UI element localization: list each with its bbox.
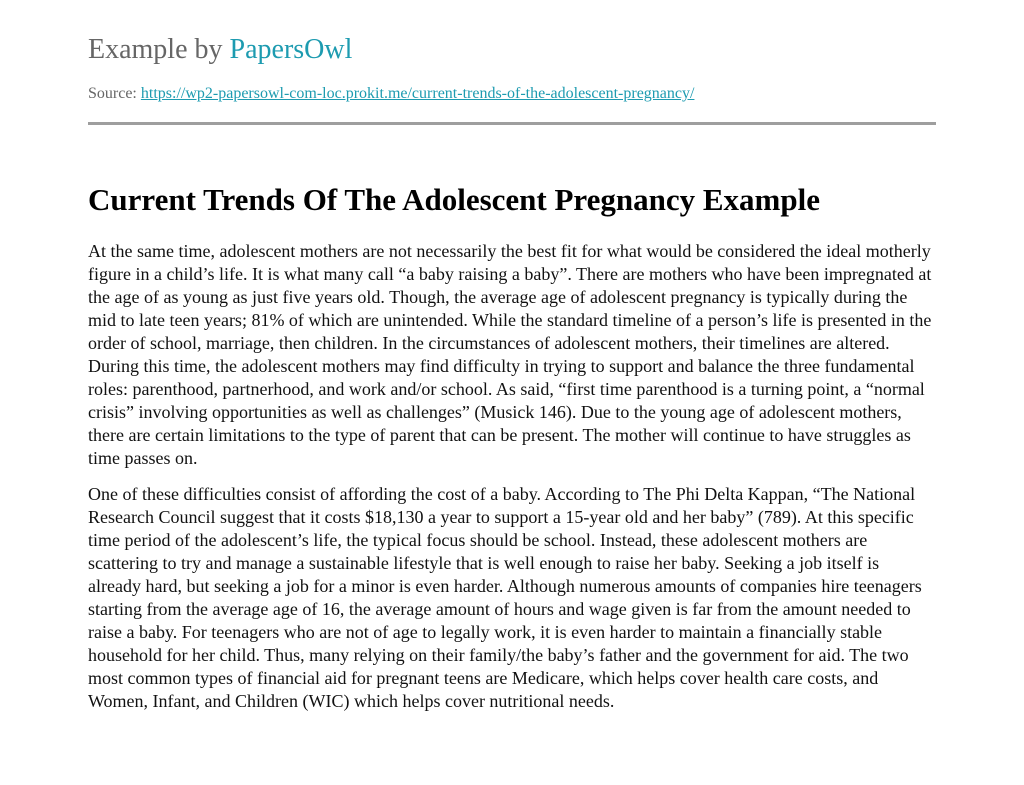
- source-label: Source:: [88, 85, 141, 102]
- source-link[interactable]: https://wp2-papersowl-com-loc.prokit.me/current-trends-of-the-adolescent-pregnancy/: [140, 85, 695, 102]
- article-paragraph: At the same time, adolescent mothers are not necessarily the best fit for what would be considered the ideal motherly figure in a child’s life. It is what many call “a baby raising a baby”. There are mothers who have been impregnated at the age of as young as just five years old. Though, the average age of adolescent pregnancy is typically during the mid to late teen years; 81% of which are unintended. While the standard timeline of a person’s life is presented in the order of school, marriage, then children. In the circumstances of adolescent mothers, their timelines are altered. During this time, the adolescent mothers may find difficulty in trying to support and balance the three fundamental roles: parenthood, partnerhood, and work and/or school. As said, “first time parenthood is a turning point, a “normal crisis” involving opportunities as well as challenges” (Musick 146). Due to the young age of adolescent mothers, there are certain limitations to the type of parent that can be present. The mother will continue to have struggles as time passes on.: [88, 241, 932, 468]
- page-header: [88, 30, 936, 104]
- article-title: Current Trends Of The Adolescent Pregnancy Example: [88, 182, 820, 217]
- brand-prefix: Example by: [88, 34, 230, 65]
- brand-name: PapersOwl: [229, 34, 353, 65]
- header-divider: [88, 122, 936, 125]
- brand-line: [88, 30, 936, 70]
- source-line: [88, 84, 936, 104]
- article-content: [88, 180, 936, 713]
- article-paragraph: One of these difficulties consist of affording the cost of a baby. According to The Phi Delta Kappan, “The National Research Council suggest that it costs $18,130 a year to support a 15-year old and her baby” (789). At this specific time period of the adolescent’s life, the typical focus should be school. Instead, these adolescent mothers are scattering to try and manage a sustainable lifestyle that is well enough to raise her baby. Seeking a job itself is already hard, but seeking a job for a minor is even harder. Although numerous amounts of companies hire teenagers starting from the average age of 16, the average amount of hours and wage given is far from the amount needed to raise a baby. For teenagers who are not of age to legally work, it is even harder to maintain a financially stable household for her child. Thus, many relying on their family/the baby’s father and the government for aid. The two most common types of financial aid for pregnant teens are Medicare, which helps cover health care costs, and Women, Infant, and Children (WIC) which helps cover nutritional needs.: [88, 484, 922, 711]
